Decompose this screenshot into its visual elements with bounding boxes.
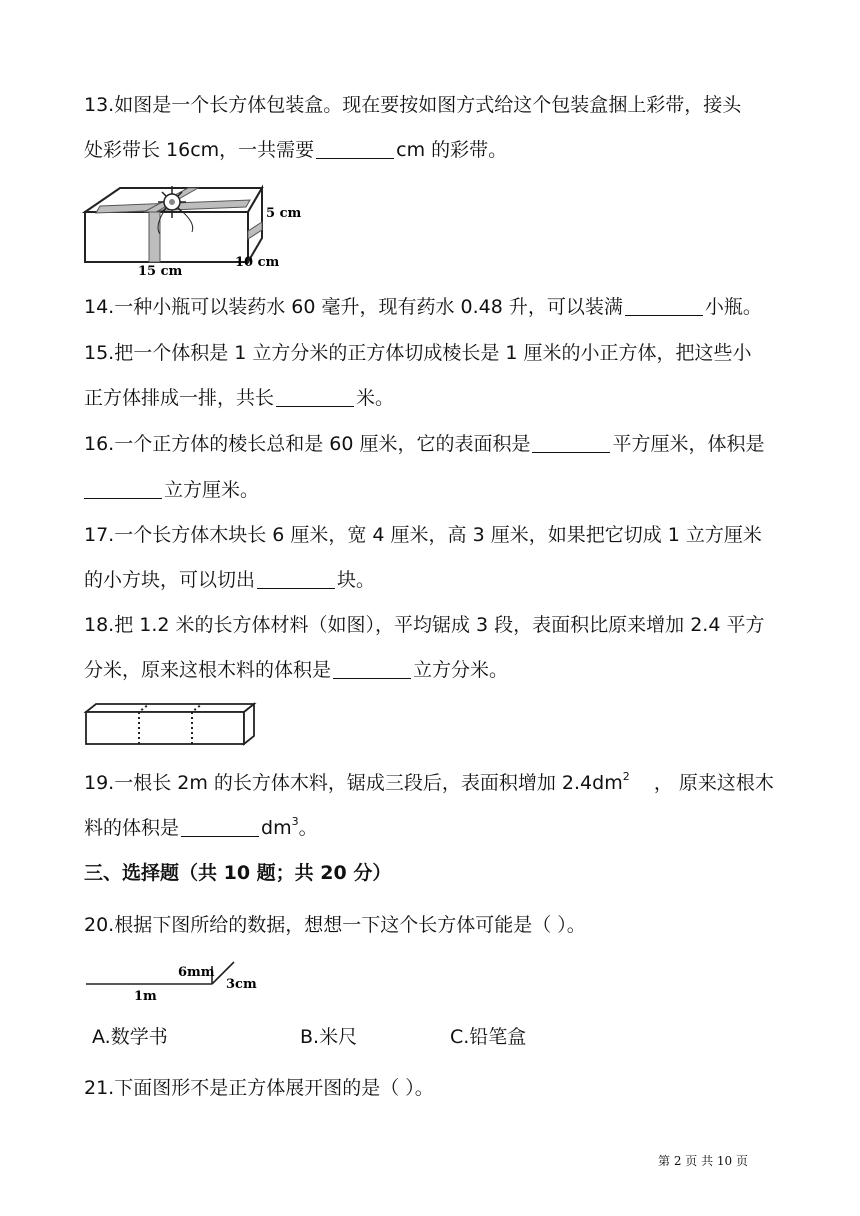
dimension-figure	[84, 956, 264, 1004]
q13-line1: 13.如图是一个长方体包装盒。现在要按如图方式给这个包装盒捆上彩带，接头	[84, 94, 742, 116]
q20-line: 20.根据下图所给的数据，想想一下这个长方体可能是（ ）。	[84, 914, 586, 936]
answer-blank	[316, 138, 394, 159]
q19-line2	[84, 815, 318, 841]
q13-line2	[84, 137, 507, 163]
q19-line1	[84, 770, 774, 796]
q15-text-post: 米。	[356, 387, 395, 409]
q18-line2	[84, 657, 508, 683]
section-heading: 三、选择题（共 10 题；共 20 分）	[84, 862, 392, 884]
q18-text-pre: 分米，原来这根木料的体积是	[84, 659, 332, 681]
q16-text-pre: 16.一个正方体的棱长总和是 60 厘米，它的表面积是	[84, 433, 531, 455]
q19-end: 。	[298, 817, 318, 839]
q21-line: 21.下面图形不是正方体展开图的是（ ）。	[84, 1077, 434, 1099]
gift-box-figure	[80, 182, 302, 279]
q17-text-pre: 的小方块，可以切出	[84, 569, 256, 591]
height-label: 5 cm	[266, 206, 302, 221]
q15-text-pre: 正方体排成一排，共长	[84, 387, 275, 409]
q19-text-pre: 19.一根长 2m 的长方体木料，锯成三段后，表面积增加 2.4dm	[84, 772, 623, 794]
q19-sup2: 3	[291, 815, 299, 828]
q15-line1: 15.把一个体积是 1 立方分米的正方体切成棱长是 1 厘米的小正方体，把这些小	[84, 342, 752, 364]
q18-text-post: 立方分米。	[413, 659, 509, 681]
q16-text-post: 立方厘米。	[164, 479, 260, 501]
answer-blank	[276, 386, 354, 407]
label-1m: 1m	[134, 989, 157, 1004]
q16-text-mid: 平方厘米，体积是	[612, 433, 765, 455]
q16-line1	[84, 431, 765, 457]
label-6mm: 6mm	[178, 965, 215, 980]
width-label: 10 cm	[235, 255, 280, 270]
answer-blank	[181, 816, 259, 837]
q14-line	[84, 294, 762, 320]
q14-text-pre: 14.一种小瓶可以装药水 60 毫升，现有药水 0.48 升，可以装满	[84, 296, 623, 318]
option-b[interactable]: B.米尺	[300, 1026, 358, 1048]
answer-blank	[333, 658, 411, 679]
q18-line1: 18.把 1.2 米的长方体材料（如图），平均锯成 3 段，表面积比原来增加 2.4 平方	[84, 614, 765, 636]
answer-blank	[84, 478, 162, 499]
q19-text-pre2: 料的体积是	[84, 817, 180, 839]
label-3cm: 3cm	[226, 977, 257, 992]
q16-line2	[84, 477, 259, 503]
q14-text-post: 小瓶。	[704, 296, 762, 318]
q13-text-pre: 处彩带长 16cm，一共需要	[84, 139, 315, 161]
q17-line2	[84, 567, 375, 593]
cuboid-bar-figure	[84, 702, 260, 746]
answer-blank	[625, 295, 703, 316]
q19-sup: 2	[622, 770, 630, 783]
q15-line2	[84, 385, 394, 411]
q17-text-post: 块。	[337, 569, 376, 591]
answer-blank	[257, 568, 335, 589]
q19-unit: dm	[261, 817, 292, 839]
answer-blank	[532, 432, 610, 453]
option-a[interactable]: A.数学书	[92, 1026, 168, 1048]
q17-line1: 17.一个长方体木块长 6 厘米，宽 4 厘米，高 3 厘米，如果把它切成 1 立方厘米	[84, 524, 762, 546]
option-c[interactable]: C.铅笔盒	[450, 1026, 527, 1048]
page-footer: 第 2 页 共 10 页	[658, 1154, 748, 1168]
length-label: 15 cm	[138, 264, 183, 279]
q19-text-post: ， 原来这根木	[653, 772, 774, 794]
q13-text-post: cm 的彩带。	[396, 139, 508, 161]
